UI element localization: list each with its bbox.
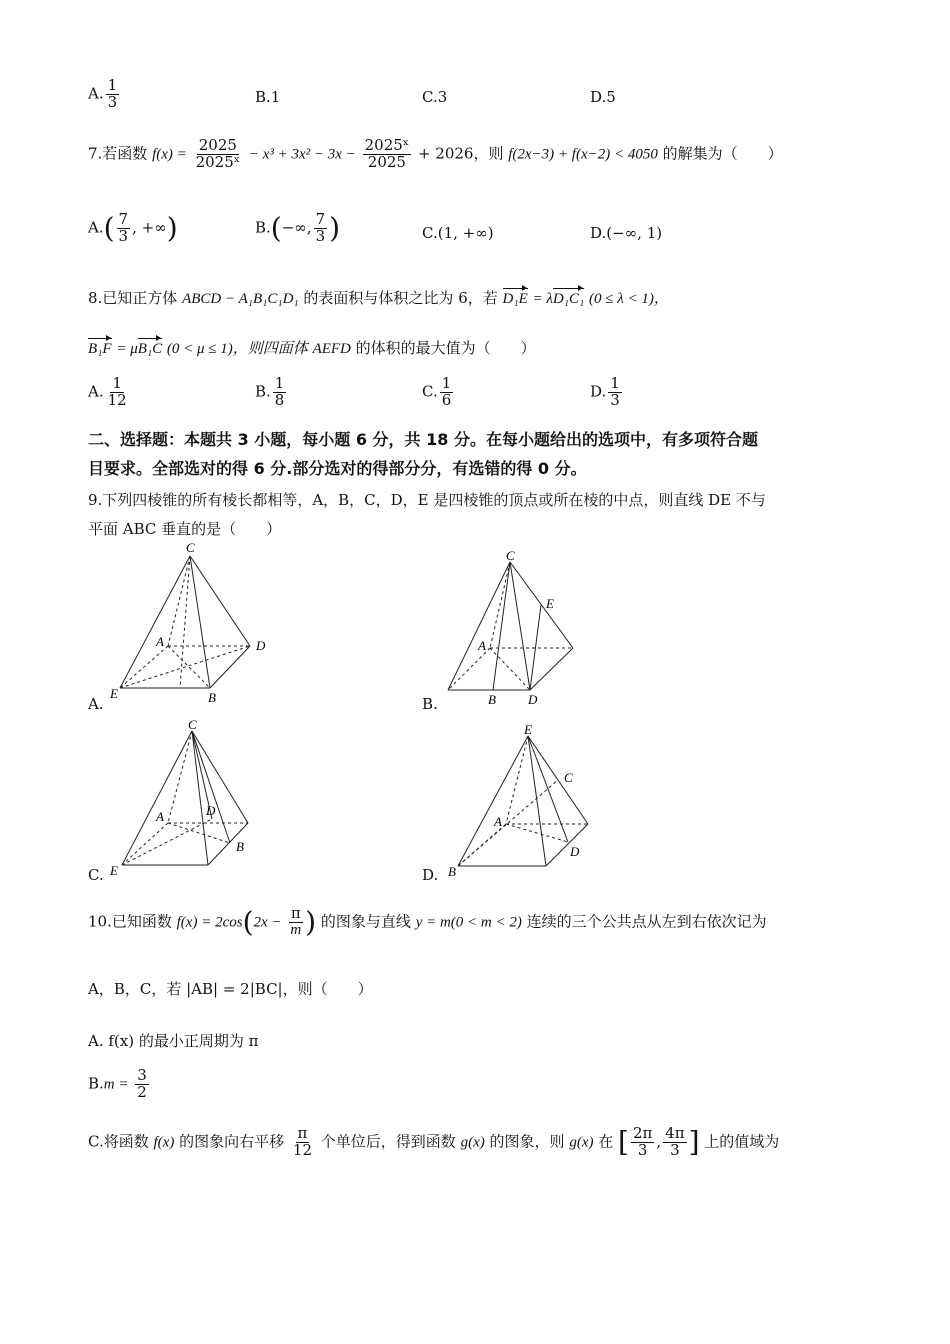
q6-option-d: D.5 [590,88,616,106]
q8-stem-line1: 8.已知正方体 ABCD − A₁B₁C₁D₁ 的表面积与体积之比为 6，若 D₁E = λD₁C₁ (0 ≤ λ < 1)， [88,289,669,307]
fig-d-label-c: C [564,770,573,785]
fig-b-label-b: B [488,692,496,707]
q8-option-a: A. $\frac{1}{12}$ [88,374,127,409]
q8-option-b: B. $\frac{1}{8}$ [255,374,285,409]
q10-stem-line1: 10.已知函数 f(x) = 2cos(2x − $\frac{\pi}{m}$ ) 的图象与直线 y = m(0 < m < 2) 连续的三个公共点从左到右依次记为 [88,904,767,939]
q9-figure-b [438,548,588,710]
q8-option-c: C. $\frac{1}{6}$ [422,374,452,409]
q9-figure-c [100,715,275,880]
fig-b-label-d: D [528,692,538,707]
section2-title-line2: 目要求。全部选对的得 6 分.部分选对的得部分分，有选错的得 0 分。 [88,459,587,478]
q6-option-c: C.3 [422,88,448,106]
q7-option-d: D.(−∞, 1) [590,224,663,242]
fig-c-label-e: E [110,863,118,878]
q10-option-a: A. f(x) 的最小正周期为 π [88,1032,259,1050]
fig-d-label-a: A [494,814,502,829]
fig-b-label-a: A [478,638,486,653]
q7-option-a: A.( $\frac{7}{3}$ , +∞) [88,210,178,245]
fig-c-label-c: C [188,717,197,732]
fig-c-label-d: D [206,803,216,818]
q9-figure-a-label: A. [88,695,104,713]
q9-figure-c-label: C. [88,866,104,884]
fig-b-label-c: C [506,548,515,563]
q7-option-c: C.(1, +∞) [422,224,494,242]
q9-stem-line2: 平面 ABC 垂直的是（ ） [88,520,282,538]
q8-option-d: D. $\frac{1}{3}$ [590,374,620,409]
q9-figure-d-label: D. [422,866,439,884]
fig-b-label-e: E [546,596,554,611]
q9-figure-d [446,722,596,882]
fig-d-label-e: E [524,722,532,737]
q9-figure-b-label: B. [422,695,438,713]
fig-a-label-d: D [256,638,266,653]
fig-d-label-d: D [570,844,580,859]
q7-stem: 7.若函数 f(x) = $\frac{2025}{\text{2025ˣ}}$ − x³ + 3x² − 3x − $\frac{\text{2025ˣ}}{2025}$ + 2026，则 f(2x−3) + f(x−2) < 4050 的解集为（ ） [88,136,783,171]
fig-a-label-a: A [156,634,164,649]
q10-option-c: C.将函数 f(x) 的图象向右平移 $\frac{\pi}{12}$ 个单位后，得到函数 g(x) 的图象，则 g(x) 在 [ $\frac{2\pi}{3}$ , $\frac{4\pi}{3}$ ] 上的值域为 [88,1124,780,1159]
q9-figure-a [100,538,280,708]
q6-option-a: A. $\frac{1}{3}$ [88,76,118,111]
q7-option-b: B.(−∞, $\frac{7}{3}$ ) [255,210,341,245]
fig-a-label-b: B [208,690,216,705]
section2-title-line1: 二、选择题：本题共 3 小题，每小题 6 分，共 18 分。在每小题给出的选项中，有多项符合题 [88,430,758,449]
q9-stem-line1: 9.下列四棱锥的所有棱长都相等，A，B，C，D，E 是四棱锥的顶点或所在棱的中点，则直线 DE 不与 [88,491,766,509]
fig-c-label-b: B [236,839,244,854]
q10-option-b: B.m = $\frac{3}{2}$ [88,1066,147,1101]
fig-a-label-e: E [110,686,118,701]
fig-a-label-c: C [186,540,195,555]
q8-stem-line2: B₁F = μB₁C (0 < μ ≤ 1)，则四面体 AEFD 的体积的最大值为（ ） [88,339,536,357]
fig-d-label-b: B [448,864,456,879]
fig-c-label-a: A [156,809,164,824]
q6-option-b: B.1 [255,88,281,106]
q10-stem-line2: A，B，C，若 |AB| = 2|BC|，则（ ） [88,980,373,998]
